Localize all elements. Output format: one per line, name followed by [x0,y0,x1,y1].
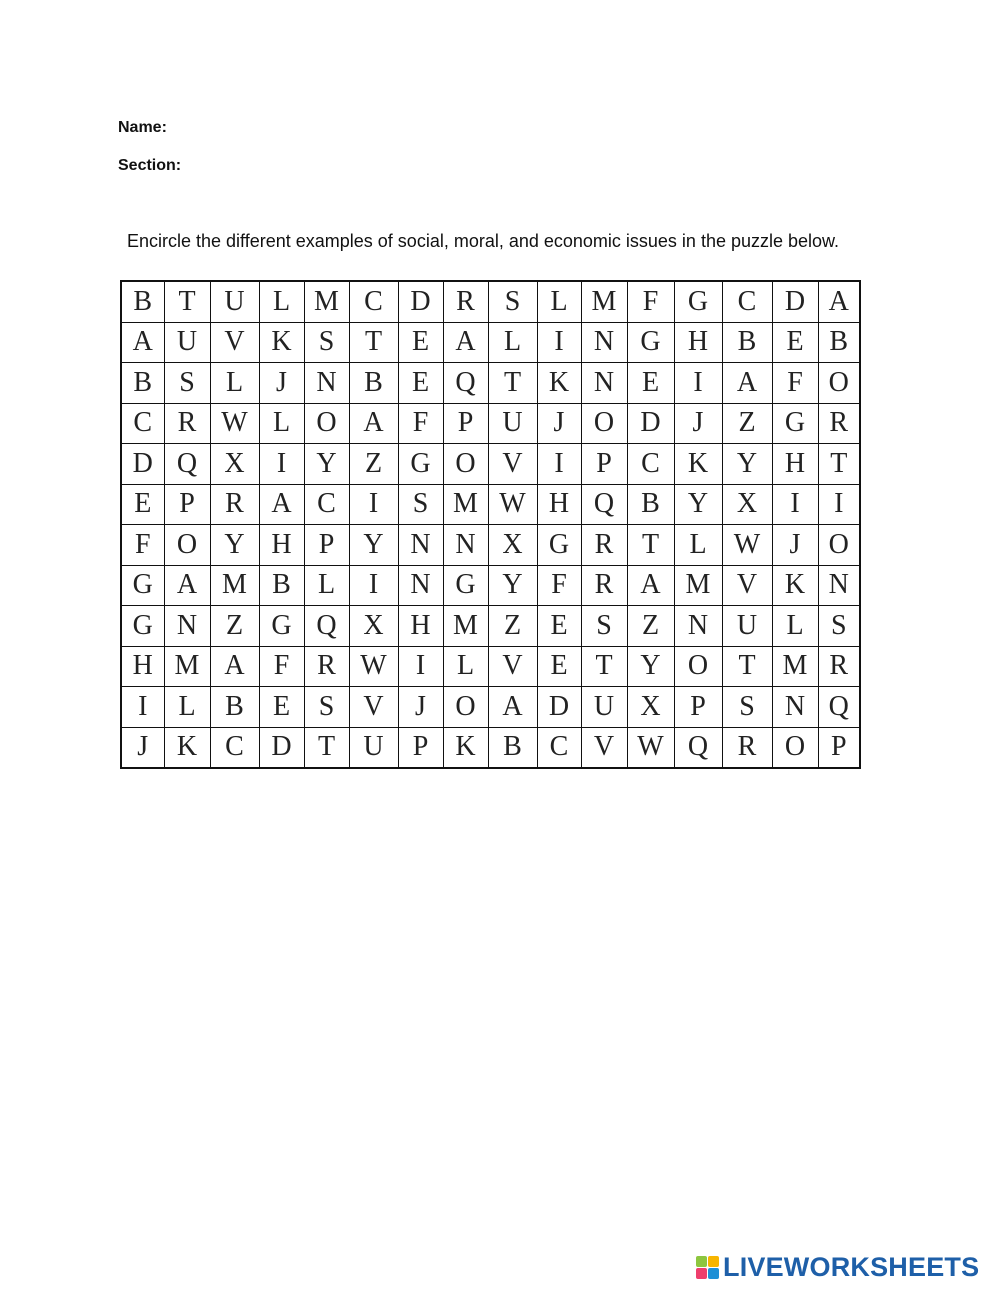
puzzle-cell[interactable]: H [398,606,443,647]
puzzle-cell[interactable]: O [443,687,488,728]
puzzle-cell[interactable]: G [121,606,164,647]
puzzle-cell[interactable]: N [398,525,443,566]
puzzle-cell[interactable]: L [772,606,818,647]
puzzle-cell[interactable]: R [818,403,860,444]
puzzle-cell[interactable]: U [210,281,259,322]
puzzle-cell[interactable]: M [443,484,488,525]
puzzle-cell[interactable]: Y [349,525,398,566]
puzzle-cell[interactable]: D [627,403,674,444]
puzzle-row [121,363,860,404]
puzzle-cell[interactable]: I [674,363,722,404]
puzzle-cell[interactable]: H [537,484,581,525]
logo-text: LIVEWORKSHEETS [723,1252,980,1282]
puzzle-cell[interactable]: P [581,444,627,485]
puzzle-cell[interactable]: D [537,687,581,728]
puzzle-cell[interactable]: G [674,281,722,322]
puzzle-cell[interactable]: T [818,444,860,485]
puzzle-cell[interactable]: E [537,646,581,687]
puzzle-cell[interactable]: Q [164,444,210,485]
puzzle-cell[interactable]: K [537,363,581,404]
puzzle-cell[interactable]: G [772,403,818,444]
puzzle-cell[interactable]: M [304,281,349,322]
puzzle-cell[interactable]: W [488,484,537,525]
puzzle-cell[interactable]: C [121,403,164,444]
puzzle-cell[interactable]: A [627,565,674,606]
puzzle-row [121,525,860,566]
puzzle-cell[interactable]: R [304,646,349,687]
puzzle-cell[interactable]: I [121,687,164,728]
puzzle-cell[interactable]: L [210,363,259,404]
puzzle-cell[interactable]: A [259,484,304,525]
puzzle-cell[interactable]: N [674,606,722,647]
puzzle-cell[interactable]: R [581,525,627,566]
puzzle-cell[interactable]: T [164,281,210,322]
logo-cube [696,1268,707,1279]
puzzle-cell[interactable]: V [210,322,259,363]
puzzle-cell[interactable]: U [581,687,627,728]
puzzle-cell[interactable]: W [722,525,772,566]
puzzle-cell[interactable]: G [537,525,581,566]
puzzle-cell[interactable]: S [722,687,772,728]
puzzle-cell[interactable]: B [121,281,164,322]
puzzle-cell[interactable]: V [581,727,627,768]
puzzle-cell[interactable]: G [259,606,304,647]
puzzle-cell[interactable]: J [259,363,304,404]
puzzle-cell[interactable]: P [443,403,488,444]
puzzle-cell[interactable]: L [443,646,488,687]
puzzle-cell[interactable]: N [581,363,627,404]
puzzle-cell[interactable]: E [537,606,581,647]
puzzle-cell[interactable]: W [349,646,398,687]
puzzle-cell[interactable]: F [537,565,581,606]
puzzle-row [121,687,860,728]
puzzle-cell[interactable]: U [164,322,210,363]
puzzle-cell[interactable]: W [210,403,259,444]
puzzle-cell[interactable]: D [772,281,818,322]
puzzle-cell[interactable]: D [121,444,164,485]
puzzle-cell[interactable]: X [722,484,772,525]
logo-cube [696,1256,707,1267]
puzzle-cell[interactable]: L [674,525,722,566]
puzzle-cell[interactable]: I [259,444,304,485]
puzzle-cell[interactable]: U [488,403,537,444]
puzzle-cell[interactable]: F [259,646,304,687]
puzzle-cell[interactable]: J [537,403,581,444]
puzzle-cell[interactable]: M [210,565,259,606]
puzzle-cell[interactable]: I [349,484,398,525]
puzzle-row [121,565,860,606]
puzzle-cell[interactable]: J [398,687,443,728]
puzzle-row [121,403,860,444]
puzzle-cell[interactable]: F [121,525,164,566]
puzzle-cell[interactable]: A [443,322,488,363]
puzzle-cell[interactable]: A [818,281,860,322]
puzzle-cell[interactable]: S [164,363,210,404]
puzzle-cell[interactable]: M [164,646,210,687]
puzzle-cell[interactable]: E [398,322,443,363]
puzzle-cell[interactable]: R [443,281,488,322]
puzzle-cell[interactable]: B [349,363,398,404]
puzzle-cell[interactable]: L [164,687,210,728]
puzzle-cell[interactable]: T [304,727,349,768]
puzzle-cell[interactable]: J [772,525,818,566]
puzzle-cell[interactable]: O [581,403,627,444]
puzzle-cell[interactable]: Z [210,606,259,647]
puzzle-cell[interactable]: E [121,484,164,525]
puzzle-cell[interactable]: A [210,646,259,687]
puzzle-cell[interactable]: L [304,565,349,606]
puzzle-cell[interactable]: X [349,606,398,647]
puzzle-cell[interactable]: K [259,322,304,363]
puzzle-cell[interactable]: O [674,646,722,687]
puzzle-cell[interactable]: K [674,444,722,485]
name-input[interactable] [185,117,489,139]
puzzle-cell[interactable]: I [772,484,818,525]
puzzle-cell[interactable]: Y [722,444,772,485]
puzzle-row [121,281,860,322]
puzzle-row [121,646,860,687]
puzzle-cell[interactable]: L [259,403,304,444]
puzzle-cell[interactable]: M [772,646,818,687]
puzzle-cell[interactable]: E [259,687,304,728]
puzzle-cell[interactable]: F [398,403,443,444]
puzzle-cell[interactable]: F [627,281,674,322]
puzzle-cell[interactable]: H [259,525,304,566]
puzzle-cell[interactable]: V [722,565,772,606]
puzzle-cell[interactable]: J [674,403,722,444]
puzzle-cell[interactable]: Z [488,606,537,647]
puzzle-cell[interactable]: N [581,322,627,363]
puzzle-cell[interactable]: Z [722,403,772,444]
puzzle-cell[interactable]: N [304,363,349,404]
puzzle-cell[interactable]: A [121,322,164,363]
puzzle-row [121,484,860,525]
puzzle-cell[interactable]: B [121,363,164,404]
puzzle-cell[interactable]: Q [581,484,627,525]
puzzle-row [121,606,860,647]
puzzle-cell[interactable]: I [398,646,443,687]
puzzle-cell[interactable]: U [722,606,772,647]
puzzle-cell[interactable]: C [349,281,398,322]
puzzle-cell[interactable]: N [443,525,488,566]
puzzle-cell[interactable]: Y [304,444,349,485]
puzzle-cell[interactable]: M [581,281,627,322]
logo-cube [708,1268,719,1279]
puzzle-cell[interactable]: J [121,727,164,768]
puzzle-cell[interactable]: B [210,687,259,728]
puzzle-cell[interactable]: V [349,687,398,728]
puzzle-cell[interactable]: G [121,565,164,606]
word-search-puzzle [120,280,861,769]
puzzle-cell[interactable]: G [443,565,488,606]
puzzle-cell[interactable]: I [537,444,581,485]
puzzle-cell[interactable]: O [818,363,860,404]
puzzle-cell[interactable]: O [772,727,818,768]
puzzle-cell[interactable]: L [488,322,537,363]
puzzle-cell[interactable]: P [304,525,349,566]
puzzle-cell[interactable]: I [537,322,581,363]
puzzle-cell[interactable]: Z [627,606,674,647]
puzzle-cell[interactable]: P [818,727,860,768]
puzzle-cell[interactable]: E [398,363,443,404]
puzzle-cell[interactable]: E [627,363,674,404]
puzzle-cell[interactable]: A [722,363,772,404]
puzzle-cell[interactable]: U [349,727,398,768]
puzzle-cell[interactable]: D [398,281,443,322]
puzzle-cell[interactable]: H [772,444,818,485]
puzzle-cell[interactable]: Q [443,363,488,404]
puzzle-cell[interactable]: C [722,281,772,322]
puzzle-cell[interactable]: T [349,322,398,363]
puzzle-cell[interactable]: R [164,403,210,444]
puzzle-cell[interactable]: Q [674,727,722,768]
puzzle-cell[interactable]: A [488,687,537,728]
puzzle-cell[interactable]: S [488,281,537,322]
puzzle-cell[interactable]: Y [674,484,722,525]
puzzle-cell[interactable]: O [818,525,860,566]
puzzle-cell[interactable]: Q [304,606,349,647]
puzzle-cell[interactable]: I [818,484,860,525]
puzzle-cell[interactable]: K [164,727,210,768]
puzzle-cell[interactable]: X [210,444,259,485]
puzzle-cell[interactable]: N [818,565,860,606]
puzzle-cell[interactable]: B [627,484,674,525]
puzzle-cell[interactable]: Y [627,646,674,687]
puzzle-cell[interactable]: E [772,322,818,363]
logo-cube [708,1256,719,1267]
puzzle-cell[interactable]: C [627,444,674,485]
puzzle-cell[interactable]: T [722,646,772,687]
puzzle-cell[interactable]: T [488,363,537,404]
puzzle-cell[interactable]: O [164,525,210,566]
puzzle-cell[interactable]: G [398,444,443,485]
section-input[interactable] [185,155,489,177]
puzzle-cell[interactable]: H [674,322,722,363]
puzzle-cell[interactable]: C [210,727,259,768]
puzzle-cell[interactable]: N [772,687,818,728]
puzzle-cell[interactable]: B [488,727,537,768]
puzzle-cell[interactable]: X [627,687,674,728]
puzzle-cell[interactable]: P [164,484,210,525]
puzzle-cell[interactable]: Y [210,525,259,566]
puzzle-cell[interactable]: K [443,727,488,768]
puzzle-cell[interactable]: G [627,322,674,363]
logo-cubes-icon [696,1256,719,1279]
puzzle-cell[interactable]: R [818,646,860,687]
liveworksheets-logo [696,1252,979,1283]
puzzle-cell[interactable]: N [164,606,210,647]
puzzle-cell[interactable]: O [443,444,488,485]
puzzle-cell[interactable]: S [304,687,349,728]
puzzle-cell[interactable]: M [443,606,488,647]
puzzle-cell[interactable]: Z [349,444,398,485]
puzzle-cell[interactable]: H [121,646,164,687]
puzzle-cell[interactable]: C [537,727,581,768]
puzzle-cell[interactable]: K [772,565,818,606]
puzzle-cell[interactable]: N [398,565,443,606]
puzzle-cell[interactable]: I [349,565,398,606]
puzzle-cell[interactable]: T [581,646,627,687]
puzzle-cell[interactable]: T [627,525,674,566]
instruction-text: Encircle the different examples of social, moral, and economic issues in the puzzle below. [127,231,840,251]
puzzle-cell[interactable]: W [627,727,674,768]
puzzle-cell[interactable]: O [304,403,349,444]
puzzle-cell[interactable]: V [488,646,537,687]
puzzle-cell[interactable]: Y [488,565,537,606]
puzzle-cell[interactable]: R [210,484,259,525]
puzzle-cell[interactable]: R [581,565,627,606]
puzzle-cell[interactable]: A [349,403,398,444]
puzzle-cell[interactable]: F [772,363,818,404]
puzzle-grid [120,280,861,769]
puzzle-cell[interactable]: S [398,484,443,525]
puzzle-cell[interactable]: A [164,565,210,606]
puzzle-cell[interactable]: M [674,565,722,606]
puzzle-row [121,322,860,363]
puzzle-cell[interactable]: R [722,727,772,768]
puzzle-cell[interactable]: P [398,727,443,768]
puzzle-cell[interactable]: V [488,444,537,485]
puzzle-cell[interactable]: L [537,281,581,322]
puzzle-cell[interactable]: Q [818,687,860,728]
puzzle-cell[interactable]: S [818,606,860,647]
puzzle-row [121,444,860,485]
puzzle-cell[interactable]: D [259,727,304,768]
puzzle-cell[interactable]: S [581,606,627,647]
section-label: Section: [118,157,182,174]
puzzle-cell[interactable]: S [304,322,349,363]
puzzle-cell[interactable]: L [259,281,304,322]
puzzle-cell[interactable]: P [674,687,722,728]
puzzle-row [121,727,860,768]
puzzle-cell[interactable]: B [818,322,860,363]
puzzle-cell[interactable]: B [722,322,772,363]
name-label: Name: [118,119,167,136]
puzzle-cell[interactable]: B [259,565,304,606]
puzzle-cell[interactable]: C [304,484,349,525]
puzzle-cell[interactable]: X [488,525,537,566]
